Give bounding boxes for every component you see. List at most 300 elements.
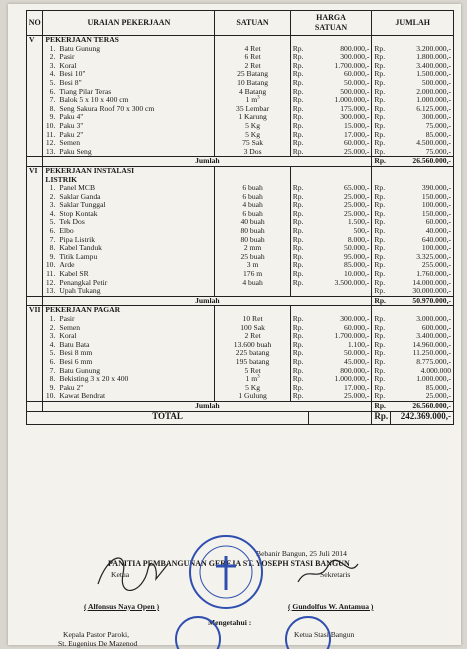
table-row — [27, 375, 454, 384]
item-harga: 60.000,- — [309, 324, 372, 333]
jumlah-rp: Rp. — [372, 210, 391, 219]
item-satuan-text: 1 Gulung — [238, 391, 267, 401]
item-harga: 10.000,- — [309, 270, 372, 279]
subtotal-rp: Rp. — [372, 157, 391, 167]
harga-rp: Rp. — [290, 148, 308, 157]
item-name: Paku 2" — [57, 384, 215, 393]
item-number: 2. — [43, 53, 57, 62]
item-satuan-text: 2 Ret — [244, 60, 261, 70]
item-jumlah: 3.000.000,- — [391, 315, 454, 324]
item-name: Saklar Tunggal — [57, 201, 215, 210]
item-number: 1. — [43, 315, 57, 324]
harga-rp: Rp. — [290, 201, 308, 210]
item-number: 5. — [43, 79, 57, 88]
item-number: 7. — [43, 236, 57, 245]
item-jumlah: 3.400.000,- — [391, 332, 454, 341]
jumlah-rp: Rp. — [372, 392, 391, 401]
item-number: 11. — [43, 131, 57, 140]
table-row — [27, 122, 454, 131]
harga-rp — [290, 287, 308, 296]
table-row — [27, 253, 454, 262]
harga-rp: Rp. — [290, 139, 308, 148]
jumlah-rp: Rp. — [372, 227, 391, 236]
item-satuan-text: 176 m — [242, 269, 263, 279]
sekretaris-label: Sekretaris — [320, 570, 351, 579]
jumlah-rp: Rp. — [372, 148, 391, 157]
item-satuan — [215, 392, 290, 401]
ketua-name: ( Alfonsus Naya Open ) — [84, 602, 160, 611]
item-satuan-text: 100 Sak — [240, 322, 265, 332]
item-satuan-text: 1 m — [245, 374, 258, 384]
item-name: Besi 6 mm — [57, 358, 215, 367]
stamps-and-signatures — [88, 524, 448, 649]
harga-rp: Rp. — [290, 218, 308, 227]
table-row — [27, 392, 454, 401]
harga-rp: Rp. — [290, 349, 308, 358]
jumlah-rp: Rp. — [372, 384, 391, 393]
item-jumlah: 8.775.000,- — [391, 358, 454, 367]
harga-rp: Rp. — [290, 70, 308, 79]
jumlah-rp: Rp. — [372, 244, 391, 253]
table-row — [27, 148, 454, 157]
item-harga: 300.000,- — [309, 53, 372, 62]
subtotal-label: Jumlah — [43, 157, 372, 167]
item-jumlah: 85.000,- — [391, 384, 454, 393]
harga-rp: Rp. — [290, 279, 308, 288]
subtotal-value: 50.970.000,- — [391, 296, 454, 306]
item-harga: 25.000,- — [309, 392, 372, 401]
harga-rp: Rp. — [290, 45, 308, 54]
item-name: Pasir — [57, 53, 215, 62]
jumlah-rp: Rp. — [372, 139, 391, 148]
item-harga: 1.100,- — [309, 341, 372, 350]
item-number: 9. — [43, 384, 57, 393]
item-jumlah: 25.000,- — [391, 392, 454, 401]
pastor-title: Kepala Pastor Paroki, — [63, 630, 130, 639]
section-number: VII — [27, 306, 43, 315]
jumlah-rp: Rp. — [372, 122, 391, 131]
item-name: Batu Gunung — [57, 45, 215, 54]
item-satuan-text: 75 Sak — [242, 138, 264, 148]
item-number: 10. — [43, 261, 57, 270]
subtotal-row — [27, 401, 454, 411]
harga-rp: Rp. — [290, 53, 308, 62]
item-satuan-text: 5 Kg — [245, 120, 261, 130]
item-harga: 45.000,- — [309, 358, 372, 367]
harga-rp: Rp. — [290, 384, 308, 393]
item-satuan-text: 4 Batang — [238, 86, 267, 96]
item-name: Koral — [57, 332, 215, 341]
item-harga: 300.000,- — [309, 315, 372, 324]
item-name: Kawat Bendrat — [57, 392, 215, 401]
table-row — [27, 53, 454, 62]
item-name: Seng Sakura Roof 70 x 300 cm — [57, 105, 215, 114]
item-harga: 85.000,- — [309, 261, 372, 270]
item-jumlah: 11.250.000,- — [391, 349, 454, 358]
total-value: 242.369.000,- — [391, 411, 454, 424]
jumlah-rp: Rp. — [372, 341, 391, 350]
item-satuan-text: 2 Ret — [244, 331, 261, 341]
item-harga — [309, 287, 372, 296]
item-satuan-text: 40 buah — [240, 217, 265, 227]
item-satuan-text: 1 Karung — [238, 112, 267, 122]
item-satuan — [215, 287, 290, 296]
item-satuan-text: 35 Lembar — [236, 103, 270, 113]
item-name: Tiang Pilar Teras — [57, 88, 215, 97]
item-harga: 65.000,- — [309, 184, 372, 193]
harga-rp: Rp. — [290, 184, 308, 193]
item-harga: 500,- — [309, 227, 372, 236]
item-number: 2. — [43, 324, 57, 333]
item-satuan-text: 80 buah — [240, 226, 265, 236]
jumlah-rp: Rp. — [372, 315, 391, 324]
table-row — [27, 287, 454, 296]
harga-rp: Rp. — [290, 324, 308, 333]
jumlah-rp: Rp. — [372, 236, 391, 245]
harga-rp: Rp. — [290, 62, 308, 71]
item-harga: 3.500.000,- — [309, 279, 372, 288]
item-harga: 50.000,- — [309, 244, 372, 253]
ketua-label: Ketua — [111, 570, 130, 579]
item-name: Titik Lampu — [57, 253, 215, 262]
item-name: Paku 3" — [57, 122, 215, 131]
item-satuan-text: 4 buah — [242, 277, 263, 287]
item-jumlah: 300.000,- — [391, 113, 454, 122]
item-number: 9. — [43, 113, 57, 122]
item-name: Kabel SR — [57, 270, 215, 279]
item-harga: 1.000.000,- — [309, 375, 372, 384]
item-name: Bekisting 3 x 20 x 400 — [57, 375, 215, 384]
item-satuan-text: 6 buah — [242, 208, 263, 218]
item-satuan-text: 25 Batang — [237, 69, 269, 79]
col-no: NO — [27, 11, 43, 36]
table-row — [27, 113, 454, 122]
item-satuan — [215, 279, 290, 288]
jumlah-rp: Rp. — [372, 105, 391, 114]
item-name: Paku Seng — [57, 148, 215, 157]
item-jumlah: 60.000,- — [391, 218, 454, 227]
subtotal-row — [27, 157, 454, 167]
item-jumlah: 40.000,- — [391, 227, 454, 236]
jumlah-rp: Rp. — [372, 53, 391, 62]
item-harga: 60.000,- — [309, 139, 372, 148]
item-name: Batu Gunung — [57, 367, 215, 376]
item-name: Besi 8" — [57, 79, 215, 88]
item-satuan-text: 6 Ret — [244, 52, 261, 62]
item-jumlah: 500.000,- — [391, 79, 454, 88]
harga-rp: Rp. — [290, 131, 308, 140]
jumlah-rp: Rp. — [372, 193, 391, 202]
cost-table — [26, 10, 454, 425]
item-jumlah: 14.960.000,- — [391, 341, 454, 350]
item-harga: 50.000,- — [309, 349, 372, 358]
item-jumlah: 3.200.000,- — [391, 45, 454, 54]
harga-rp: Rp. — [290, 358, 308, 367]
item-name: Elbo — [57, 227, 215, 236]
table-row — [27, 261, 454, 270]
jumlah-rp: Rp. — [372, 349, 391, 358]
jumlah-rp: Rp. — [372, 113, 391, 122]
item-name: Semen — [57, 324, 215, 333]
item-jumlah: 150.000,- — [391, 193, 454, 202]
item-jumlah: 75.000,- — [391, 122, 454, 131]
jumlah-rp: Rp. — [372, 96, 391, 105]
item-harga: 17.000,- — [309, 131, 372, 140]
item-satuan-text: 10 Ret — [242, 314, 263, 323]
item-harga: 800.000,- — [309, 45, 372, 54]
section-number: V — [27, 36, 43, 45]
harga-rp: Rp. — [290, 367, 308, 376]
place-date: Bebanir Bangun, 25 Juli 2014 — [256, 549, 347, 558]
item-jumlah: 1.000.000,- — [391, 96, 454, 105]
item-number: 3. — [43, 201, 57, 210]
item-number: 6. — [43, 88, 57, 97]
item-number: 12. — [43, 279, 57, 288]
jumlah-rp: Rp. — [372, 45, 391, 54]
item-name: Paku 4" — [57, 113, 215, 122]
church-stamp-icon — [190, 536, 262, 608]
section-header-row — [27, 166, 454, 184]
item-harga: 25.000,- — [309, 148, 372, 157]
harga-rp: Rp. — [290, 261, 308, 270]
harga-rp: Rp. — [290, 244, 308, 253]
harga-rp: Rp. — [290, 79, 308, 88]
item-jumlah: 14.000.000,- — [391, 279, 454, 288]
item-jumlah: 6.125.000,- — [391, 105, 454, 114]
item-harga: 60.000,- — [309, 70, 372, 79]
jumlah-rp: Rp. — [372, 279, 391, 288]
item-number: 1. — [43, 45, 57, 54]
item-harga: 95.000,- — [309, 253, 372, 262]
jumlah-rp: Rp. — [372, 358, 391, 367]
item-number: 13. — [43, 287, 57, 296]
table-row — [27, 324, 454, 333]
item-jumlah: 4.000.000 — [391, 367, 454, 376]
item-number: 3. — [43, 332, 57, 341]
item-satuan-text: 13.600 buah — [233, 339, 272, 349]
stasi-title: Ketua Stasi Bangun — [294, 630, 355, 639]
subtotal-rp: Rp. — [372, 296, 391, 306]
item-satuan-text: 25 buah — [240, 251, 265, 261]
item-satuan-sup: 3 — [257, 374, 260, 380]
item-name: Kabel Tanduk — [57, 244, 215, 253]
jumlah-rp: Rp. — [372, 184, 391, 193]
item-number: 5. — [43, 349, 57, 358]
item-harga: 800.000,- — [309, 367, 372, 376]
parish-stamp-icon — [176, 617, 220, 649]
item-name: Semen — [57, 139, 215, 148]
item-satuan-text: 1 m — [245, 95, 258, 105]
jumlah-rp: Rp. — [372, 88, 391, 97]
harga-rp: Rp. — [290, 253, 308, 262]
item-satuan-text: 5 Kg — [245, 129, 261, 139]
item-jumlah: 1.760.000,- — [391, 270, 454, 279]
table-row — [27, 131, 454, 140]
item-number: 7. — [43, 96, 57, 105]
subtotal-value: 26.560.000,- — [391, 157, 454, 167]
item-harga: 1.500,- — [309, 218, 372, 227]
harga-rp: Rp. — [290, 113, 308, 122]
item-name: Penangkal Petir — [57, 279, 215, 288]
harga-rp: Rp. — [290, 332, 308, 341]
harga-rp: Rp. — [290, 236, 308, 245]
table-body — [27, 36, 454, 412]
document-page — [8, 4, 461, 648]
item-name: Upah Tukang — [57, 287, 215, 296]
jumlah-rp: Rp. — [372, 287, 391, 296]
item-harga: 500.000,- — [309, 88, 372, 97]
item-jumlah: 390.000,- — [391, 184, 454, 193]
item-name: Arde — [57, 261, 215, 270]
pastor-parish: St. Eugenius De Mazenod — [58, 639, 138, 648]
signature-ketua-icon — [98, 558, 168, 590]
item-satuan-text: 3 m — [246, 260, 259, 270]
total-label: TOTAL — [27, 411, 309, 424]
item-number: 10. — [43, 122, 57, 131]
item-jumlah: 3.325.000,- — [391, 253, 454, 262]
committee-title: PANITIA PEMBANGUNAN GEREJA ST. YOSEPH STASI BANGUN — [108, 559, 350, 568]
item-name: Tek Dos — [57, 218, 215, 227]
col-harga: HARGA SATUAN — [290, 11, 372, 36]
item-satuan-text: 80 buah — [240, 234, 265, 244]
item-satuan — [215, 148, 290, 157]
jumlah-rp: Rp. — [372, 253, 391, 262]
item-harga: 175.000,- — [309, 105, 372, 114]
item-jumlah: 100.000,- — [391, 201, 454, 210]
item-name: Balok 5 x 10 x 400 cm — [57, 96, 215, 105]
item-harga: 15.000,- — [309, 122, 372, 131]
item-harga: 1.700.000,- — [309, 332, 372, 341]
item-number: 10. — [43, 392, 57, 401]
item-jumlah: 640.000,- — [391, 236, 454, 245]
signature-sekretaris-icon — [298, 560, 358, 582]
harga-rp: Rp. — [290, 375, 308, 384]
col-satuan: SATUAN — [215, 11, 290, 36]
section-title — [43, 166, 215, 184]
stasi-stamp-icon — [286, 617, 330, 649]
grand-total-row — [27, 411, 454, 424]
item-name: Pasir — [57, 315, 215, 324]
item-jumlah: 150.000,- — [391, 210, 454, 219]
item-satuan-text: 6 buah — [242, 191, 263, 201]
harga-rp: Rp. — [290, 193, 308, 202]
item-name: Pipa Listrik — [57, 236, 215, 245]
item-jumlah: 600.000,- — [391, 324, 454, 333]
item-harga: 300.000,- — [309, 113, 372, 122]
item-satuan-text: 4 Ret — [244, 43, 261, 53]
item-number: 6. — [43, 227, 57, 236]
table-row — [27, 45, 454, 54]
section-title-line: PEKERJAAN TERAS — [45, 35, 119, 44]
item-jumlah: 1.500.000,- — [391, 70, 454, 79]
jumlah-rp: Rp. — [372, 375, 391, 384]
item-satuan-text: 5 Kg — [245, 382, 261, 392]
jumlah-rp: Rp. — [372, 79, 391, 88]
item-number: 13. — [43, 148, 57, 157]
item-number: 12. — [43, 139, 57, 148]
item-jumlah: 3.400.000,- — [391, 62, 454, 71]
sekretaris-name: ( Gundolfus W. Antamua ) — [288, 602, 374, 611]
item-satuan-text: 4 buah — [242, 200, 263, 210]
item-harga: 17.000,- — [309, 384, 372, 393]
item-name: Panel MCB — [57, 184, 215, 193]
harga-rp: Rp. — [290, 270, 308, 279]
item-satuan-text: 6 buah — [242, 183, 263, 193]
item-jumlah: 85.000,- — [391, 131, 454, 140]
item-satuan-text: 10 Batang — [237, 77, 269, 87]
item-harga: 25.000,- — [309, 201, 372, 210]
jumlah-rp: Rp. — [372, 324, 391, 333]
jumlah-rp: Rp. — [372, 270, 391, 279]
item-number: 3. — [43, 62, 57, 71]
subtotal-label: Jumlah — [43, 296, 372, 306]
item-jumlah: 100.000,- — [391, 244, 454, 253]
item-name: Besi 8 mm — [57, 349, 215, 358]
item-number: 8. — [43, 375, 57, 384]
mengetahui-label: Mengetahui : — [208, 618, 252, 627]
harga-rp: Rp. — [290, 96, 308, 105]
item-satuan-sup: 3 — [257, 95, 260, 101]
jumlah-rp: Rp. — [372, 367, 391, 376]
item-name: Besi 10" — [57, 70, 215, 79]
item-harga: 8.000,- — [309, 236, 372, 245]
item-satuan-text: 195 batang — [235, 356, 270, 366]
subtotal-label: Jumlah — [43, 401, 372, 411]
item-jumlah: 1.000.000,- — [391, 375, 454, 384]
jumlah-rp: Rp. — [372, 218, 391, 227]
jumlah-rp: Rp. — [372, 201, 391, 210]
subtotal-rp: Rp. — [372, 401, 391, 411]
jumlah-rp: Rp. — [372, 70, 391, 79]
item-harga: 50.000,- — [309, 79, 372, 88]
item-jumlah: 255.000,- — [391, 261, 454, 270]
harga-rp: Rp. — [290, 88, 308, 97]
section-title-line: PEKERJAAN PAGAR — [45, 305, 121, 315]
item-satuan-text: 5 Ret — [244, 365, 261, 375]
subtotal-value: 26.560.000,- — [391, 401, 454, 411]
item-number: 5. — [43, 218, 57, 227]
section-number: VI — [27, 166, 43, 184]
harga-rp: Rp. — [290, 210, 308, 219]
item-satuan-text: 3 Dos — [243, 146, 262, 156]
item-number: 4. — [43, 341, 57, 350]
section-title-line: PEKERJAAN INSTALASI — [45, 165, 135, 175]
item-name: Stop Kontak — [57, 210, 215, 219]
item-name: Paku 2" — [57, 131, 215, 140]
item-number: 9. — [43, 253, 57, 262]
jumlah-rp: Rp. — [372, 131, 391, 140]
col-uraian: URAIAN PEKERJAAN — [43, 11, 215, 36]
item-harga: 25.000,- — [309, 193, 372, 202]
section-header-row — [27, 306, 454, 315]
jumlah-rp: Rp. — [372, 62, 391, 71]
harga-rp: Rp. — [290, 341, 308, 350]
jumlah-rp: Rp. — [372, 261, 391, 270]
item-satuan-text: 225 batang — [235, 348, 270, 358]
item-satuan-text: 2 mm — [243, 243, 262, 253]
harga-rp: Rp. — [290, 227, 308, 236]
item-jumlah: 30.000.000,- — [391, 287, 454, 296]
item-name: Batu Bata — [57, 341, 215, 350]
col-jumlah: JUMLAH — [372, 11, 454, 36]
item-number: 11. — [43, 270, 57, 279]
item-jumlah: 2.000.000,- — [391, 88, 454, 97]
harga-rp: Rp. — [290, 392, 308, 401]
item-number: 6. — [43, 358, 57, 367]
item-number: 2. — [43, 193, 57, 202]
item-name: Koral — [57, 62, 215, 71]
harga-rp: Rp. — [290, 122, 308, 131]
